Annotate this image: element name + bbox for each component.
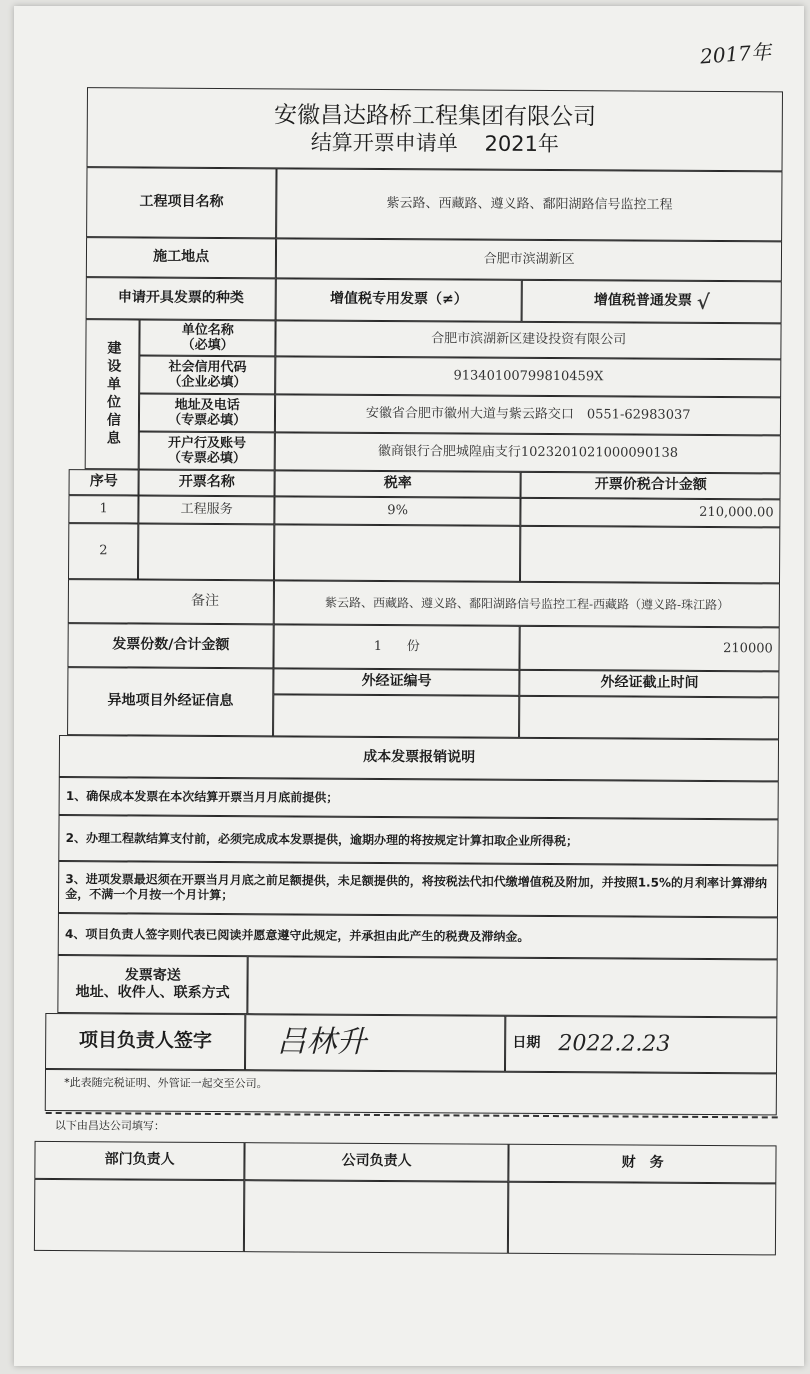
item-row-2-amount: [520, 526, 780, 584]
mailing-label-line-1: 发票寄送: [124, 967, 181, 984]
copies-label: 发票份数/合计金额: [68, 623, 274, 668]
external-cert-number-label: 外经证编号: [274, 669, 520, 697]
internal-intro-text: 以下由昌达公司填写：: [54, 1119, 165, 1134]
normal-vat-invoice-option: [522, 280, 782, 324]
cost-note-1: 1、确保成本发票在本次结算开票当月月底前提供；: [59, 777, 779, 819]
header-total-amount: 开票价税合计金额: [521, 472, 781, 500]
remark-value: 紫云路、西藏路、遵义路、鄱阳湖路信号监控工程-西藏路（遵义路-珠江路）: [274, 581, 780, 628]
remark-label-text: 备注: [191, 593, 220, 610]
handwritten-corner-note: 2017年: [699, 39, 772, 69]
copies-total: 210000: [520, 626, 780, 672]
internal-company-head-sign: [244, 1180, 508, 1254]
invoice-type-label: 申请开具发票的种类: [86, 277, 276, 320]
item-row-1-amount: 210,000.00: [521, 498, 781, 528]
builder-name-label: 单位名称 （必填）: [140, 320, 276, 357]
builder-section-label: [85, 319, 140, 469]
project-name-label: 工程项目名称: [86, 167, 276, 238]
item-row-1-no: 1: [69, 495, 139, 523]
remark-label: [68, 579, 274, 624]
title-block: [87, 87, 783, 171]
address-phone-value: 安徽省合肥市徽州大道与紫云路交口 0551-62983037: [275, 395, 781, 436]
internal-intro: [55, 1115, 455, 1139]
external-cert-number-value: [273, 695, 519, 739]
item-row-2-rate: [274, 525, 520, 583]
builder-name-value: 合肥市滨湖新区建设投资有限公司: [276, 321, 782, 360]
mailing-value: [248, 956, 778, 1017]
credit-code-value: 91340100799810459X: [275, 357, 781, 398]
copies-unit: 份: [406, 639, 420, 655]
cost-note-3: 3、进项发票最迟须在开票当月月底之前足额提供，未足额提供的，将按税法代扣代缴增值税及附加，并按照1.5%的月利率计算滞纳金，不满一个月按一个月计算；: [58, 861, 778, 917]
signature-label: [45, 1013, 245, 1070]
handwritten-check-mark: √: [696, 289, 710, 314]
internal-header-company-head: 公司负责人: [245, 1142, 509, 1182]
cost-notes-title: 成本发票报销说明: [59, 735, 779, 781]
header-seq: 序号: [69, 469, 139, 495]
internal-header-finance: 财 务: [509, 1144, 777, 1184]
external-cert-deadline-label: 外经证截止时间: [519, 670, 779, 698]
builder-section-text: 建设单位信息: [104, 340, 122, 449]
footnote-text: *此表随完税证明、外管证一起交至公司。: [64, 1076, 268, 1091]
cost-note-4: 4、项目负责人签字则代表已阅读并愿意遵守此规定，并承担由此产生的税费及滞纳金。: [58, 913, 778, 959]
bank-account-label: 开户行及账号 （专票必填）: [139, 432, 275, 471]
signature-field: [245, 1014, 505, 1072]
internal-header-dept-head: 部门负责人: [35, 1141, 245, 1180]
copies-count: 1: [373, 639, 383, 655]
internal-finance-sign: [508, 1182, 776, 1256]
external-cert-deadline-value: [519, 696, 779, 740]
item-row-1-name: 工程服务: [139, 496, 275, 525]
item-row-1-rate: 9%: [275, 497, 521, 527]
mailing-label-line-2: 地址、收件人、联系方式: [75, 984, 230, 1002]
header-tax-rate: 税率: [275, 471, 521, 499]
signature-label-text: 项目负责人签字: [78, 1029, 212, 1053]
site-value: 合肥市滨湖新区: [276, 239, 782, 282]
form-year: 2021年: [484, 132, 560, 157]
bank-account-value: 徽商银行合肥城隍庙支行1023201021000090138: [275, 433, 781, 474]
normal-vat-invoice-label: 增值税普通发票: [593, 292, 692, 310]
site-label: 施工地点: [86, 237, 276, 278]
cost-note-2: 2、办理工程款结算支付前，必须完成成本发票提供，逾期办理的将按规定计算扣取企业所得税；: [58, 815, 778, 865]
handwritten-date: 2022.2.23: [558, 1031, 671, 1058]
item-row-2-name: [138, 524, 274, 581]
project-name-value: 紫云路、西藏路、遵义路、鄱阳湖路信号监控工程: [276, 169, 782, 242]
footnote-cell: [45, 1069, 777, 1115]
settlement-invoice-form: [51, 88, 784, 1276]
copies-count-cell: [274, 625, 520, 671]
date-label: 日期: [512, 1035, 541, 1052]
form-title: [311, 130, 559, 158]
credit-code-label: 社会信用代码 （企业必填）: [139, 356, 275, 395]
handwritten-signature: 吕林升: [276, 1024, 367, 1061]
header-invoice-name: 开票名称: [139, 470, 275, 497]
address-phone-label: 地址及电话 （专票必填）: [139, 394, 275, 433]
signature-date-field: [505, 1016, 777, 1074]
mailing-label: [58, 955, 248, 1014]
internal-dept-head-sign: [34, 1179, 244, 1252]
special-vat-invoice-option: 增值税专用发票（≠）: [276, 279, 522, 323]
external-cert-label: 异地项目外经证信息: [67, 667, 273, 736]
form-name: 结算开票申请单: [310, 130, 458, 156]
item-row-2-no: 2: [68, 523, 138, 579]
company-name: 安徽昌达路桥工程集团有限公司: [273, 102, 597, 130]
